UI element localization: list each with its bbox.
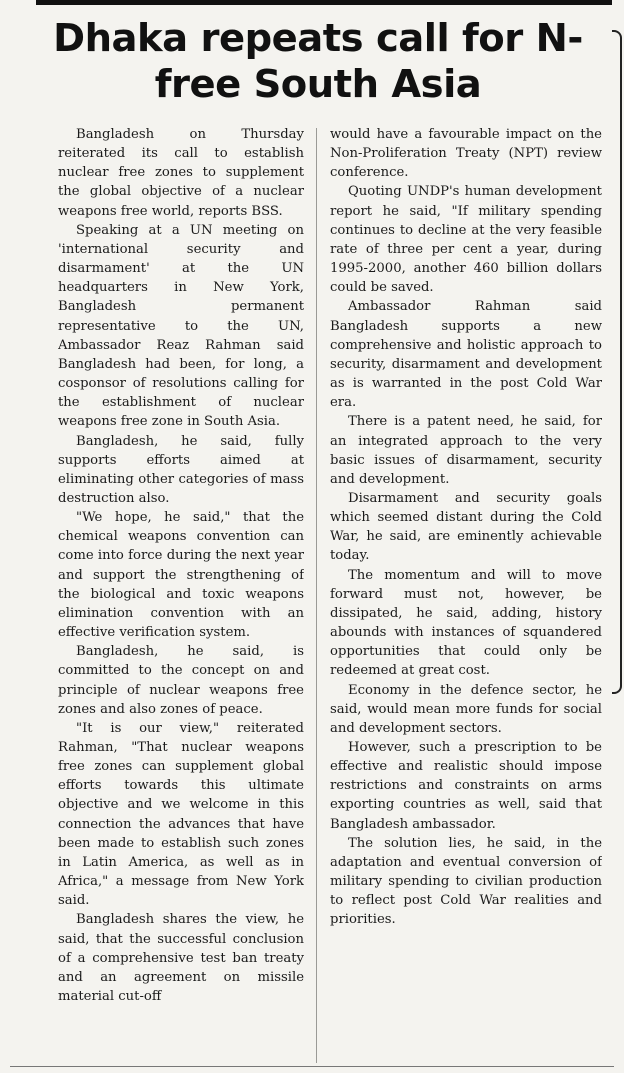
paragraph: There is a patent need, he said, for an integrated approach to the very basic issues of disarmament, security and development. [330, 414, 602, 487]
paragraph: Ambassador Rahman said Bangladesh supports a new comprehensive and holistic approach to security, disarmament and development as is warranted in the post Cold War era. [330, 299, 602, 411]
paragraph: would have a favourable impact on the Non-Proliferation Treaty (NPT) review conference. [330, 127, 602, 181]
paragraph: Bangladesh on Thursday reiterated its call to establish nuclear free zones to supplement the global objective of a nuclear weapons free world, reports BSS. [58, 127, 304, 219]
top-rule [36, 0, 612, 5]
paragraph: However, such a prescription to be effective and realistic should impose restrictions and constraints on arms exporting countries as well, said that Bangladesh ambassador. [330, 740, 602, 832]
paragraph: Bangladesh, he said, is committed to the concept on and principle of nuclear weapons free zones and also zones of peace. [58, 644, 304, 717]
article-column-right [330, 125, 602, 1065]
paragraph: Bangladesh shares the view, he said, that the successful conclusion of a comprehensive test ban treaty and an agreement on missile material cut-off [58, 912, 304, 1005]
paragraph: The solution lies, he said, in the adaptation and eventual conversion of military spending to civilian production to reflect post Cold War realities and priorities. [330, 835, 602, 928]
paragraph: The momentum and will to move forward must not, however, be dissipated, he said, adding, history abounds with instances of squandered opportunities that could only be redeemed at great cost. [330, 567, 602, 679]
column-divider [316, 128, 317, 1063]
paragraph: Economy in the defence sector, he said, would mean more funds for social and development sectors. [330, 682, 602, 736]
paragraph: Bangladesh, he said, fully supports efforts aimed at eliminating other categories of mass destruction also. [58, 433, 304, 506]
adjacent-column-border [612, 30, 622, 694]
paragraph: Speaking at a UN meeting on 'international security and disarmament' at the UN headquarters in New York, Bangladesh permanent representative to the UN, Ambassador Reaz Rahman said Bangladesh had been, for long, a cosponsor of resolutions calling for the establishment of nuclear weapons free zone in South Asia. [58, 222, 304, 430]
article-column-left [58, 125, 304, 1065]
paragraph: Quoting UNDP's human development report he said, "If military spending continues to decline at the very feasible rate of three per cent a year, during 1995-2000, another 460 billion dollars could be saved. [330, 184, 602, 296]
bottom-rule [10, 1066, 614, 1067]
headline: Dhaka repeats call for N-free South Asia [53, 16, 583, 107]
paragraph: "We hope, he said," that the chemical weapons convention can come into force during the next year and support the strengthening of the biological and toxic weapons elimination convention with an effective verification system. [58, 510, 304, 641]
paragraph: "It is our view," reiterated Rahman, "That nuclear weapons free zones can supplement global efforts towards this ultimate objective and we welcome in this connection the advances that have been made to establish such zones in Latin America, as well as in Africa," a message from New York said. [58, 720, 304, 909]
paragraph: Disarmament and security goals which seemed distant during the Cold War, he said, are eminently achievable today. [330, 490, 602, 564]
